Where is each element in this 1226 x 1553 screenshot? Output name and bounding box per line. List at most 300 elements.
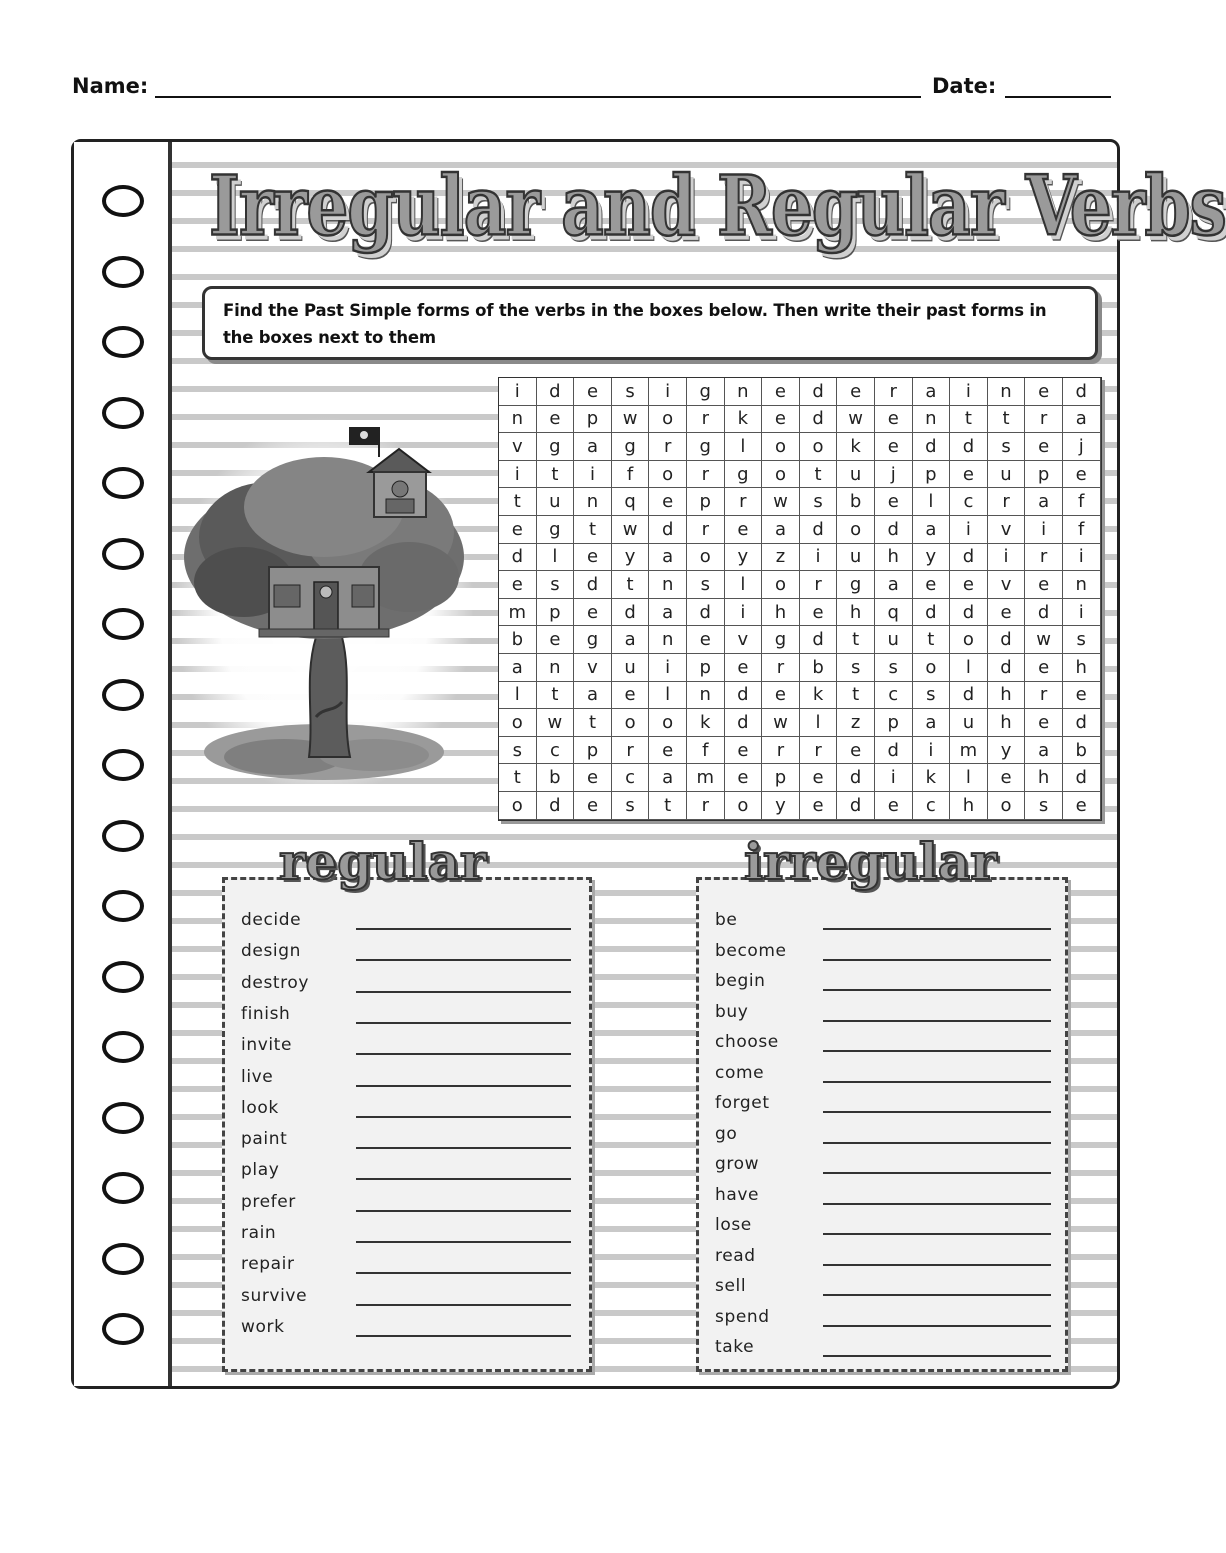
grid-cell[interactable]: b bbox=[1063, 737, 1101, 765]
grid-cell[interactable]: e bbox=[762, 682, 800, 710]
grid-cell[interactable]: b bbox=[537, 764, 575, 792]
grid-cell[interactable]: u bbox=[612, 654, 650, 682]
irregular-verb: spend bbox=[715, 1306, 770, 1327]
treehouse-illustration bbox=[174, 417, 474, 797]
grid-cell[interactable]: y bbox=[612, 544, 650, 572]
grid-cell[interactable]: d bbox=[800, 516, 838, 544]
grid-cell[interactable]: p bbox=[574, 737, 612, 765]
grid-cell[interactable]: r bbox=[762, 654, 800, 682]
grid-cell[interactable]: t bbox=[499, 764, 537, 792]
grid-cell[interactable]: a bbox=[574, 433, 612, 461]
grid-cell[interactable]: v bbox=[499, 433, 537, 461]
grid-cell[interactable]: e bbox=[1025, 433, 1063, 461]
grid-cell[interactable]: t bbox=[612, 571, 650, 599]
grid-cell[interactable]: p bbox=[875, 709, 913, 737]
grid-cell[interactable]: e bbox=[875, 488, 913, 516]
grid-cell[interactable]: a bbox=[612, 626, 650, 654]
grid-cell[interactable]: e bbox=[612, 682, 650, 710]
grid-cell[interactable]: e bbox=[875, 433, 913, 461]
grid-cell[interactable]: d bbox=[687, 599, 725, 627]
grid-cell[interactable]: r bbox=[988, 488, 1026, 516]
grid-cell[interactable]: r bbox=[649, 433, 687, 461]
grid-cell[interactable]: e bbox=[499, 571, 537, 599]
grid-cell[interactable]: r bbox=[725, 488, 763, 516]
grid-cell[interactable]: l bbox=[499, 682, 537, 710]
grid-cell[interactable]: t bbox=[837, 626, 875, 654]
grid-cell[interactable]: s bbox=[612, 792, 650, 820]
grid-cell[interactable]: t bbox=[537, 682, 575, 710]
grid-cell[interactable]: a bbox=[762, 516, 800, 544]
grid-cell[interactable]: c bbox=[612, 764, 650, 792]
grid-cell[interactable]: i bbox=[499, 461, 537, 489]
grid-cell[interactable]: o bbox=[913, 654, 951, 682]
grid-cell[interactable]: f bbox=[687, 737, 725, 765]
grid-cell[interactable]: n bbox=[574, 488, 612, 516]
grid-cell[interactable]: d bbox=[612, 599, 650, 627]
grid-cell[interactable]: n bbox=[913, 406, 951, 434]
grid-cell[interactable]: c bbox=[875, 682, 913, 710]
binding-ring bbox=[102, 608, 144, 640]
binding-ring bbox=[102, 749, 144, 781]
grid-cell[interactable]: w bbox=[537, 709, 575, 737]
grid-cell[interactable]: h bbox=[988, 709, 1026, 737]
grid-cell[interactable]: r bbox=[800, 571, 838, 599]
grid-cell[interactable]: e bbox=[800, 792, 838, 820]
grid-cell[interactable]: d bbox=[875, 516, 913, 544]
answer-line[interactable] bbox=[823, 1294, 1051, 1296]
grid-cell[interactable]: p bbox=[574, 406, 612, 434]
grid-cell[interactable]: e bbox=[1025, 571, 1063, 599]
grid-cell[interactable]: u bbox=[950, 709, 988, 737]
grid-cell[interactable]: t bbox=[574, 709, 612, 737]
grid-cell[interactable]: u bbox=[875, 626, 913, 654]
grid-cell[interactable]: e bbox=[687, 626, 725, 654]
grid-cell[interactable]: d bbox=[800, 406, 838, 434]
grid-cell[interactable]: e bbox=[725, 764, 763, 792]
grid-cell[interactable]: h bbox=[1063, 654, 1101, 682]
grid-cell[interactable]: t bbox=[800, 461, 838, 489]
grid-cell[interactable]: v bbox=[725, 626, 763, 654]
grid-cell[interactable]: s bbox=[1063, 626, 1101, 654]
grid-cell[interactable]: t bbox=[913, 626, 951, 654]
irregular-verb: buy bbox=[715, 1001, 749, 1022]
grid-cell[interactable]: m bbox=[950, 737, 988, 765]
grid-cell[interactable]: o bbox=[687, 544, 725, 572]
irregular-verb: grow bbox=[715, 1154, 760, 1174]
answer-line[interactable] bbox=[823, 959, 1051, 961]
grid-cell[interactable]: i bbox=[950, 516, 988, 544]
grid-cell[interactable]: b bbox=[800, 654, 838, 682]
grid-cell[interactable]: v bbox=[988, 516, 1026, 544]
grid-cell[interactable]: d bbox=[725, 709, 763, 737]
grid-cell[interactable]: e bbox=[800, 764, 838, 792]
grid-cell[interactable]: n bbox=[988, 378, 1026, 406]
grid-cell[interactable]: y bbox=[725, 544, 763, 572]
grid-cell[interactable]: t bbox=[537, 461, 575, 489]
grid-cell[interactable]: e bbox=[800, 599, 838, 627]
grid-cell[interactable]: g bbox=[612, 433, 650, 461]
grid-cell[interactable]: l bbox=[537, 544, 575, 572]
grid-cell[interactable]: l bbox=[800, 709, 838, 737]
grid-cell[interactable]: d bbox=[499, 544, 537, 572]
grid-cell[interactable]: n bbox=[499, 406, 537, 434]
answer-line[interactable] bbox=[823, 928, 1051, 930]
irregular-verb-row bbox=[715, 1063, 1051, 1093]
grid-cell[interactable]: h bbox=[762, 599, 800, 627]
grid-cell[interactable]: t bbox=[649, 792, 687, 820]
grid-cell[interactable]: d bbox=[950, 599, 988, 627]
grid-cell[interactable]: z bbox=[837, 709, 875, 737]
grid-cell[interactable]: h bbox=[875, 544, 913, 572]
grid-cell[interactable]: a bbox=[913, 516, 951, 544]
date-field[interactable] bbox=[1005, 96, 1111, 98]
answer-line[interactable] bbox=[823, 1142, 1051, 1144]
grid-cell[interactable]: s bbox=[537, 571, 575, 599]
grid-cell[interactable]: a bbox=[875, 571, 913, 599]
grid-cell[interactable]: s bbox=[499, 737, 537, 765]
grid-cell[interactable]: s bbox=[875, 654, 913, 682]
grid-cell[interactable]: j bbox=[1063, 433, 1101, 461]
answer-line[interactable] bbox=[356, 1053, 571, 1055]
grid-cell[interactable]: d bbox=[537, 378, 575, 406]
answer-line[interactable] bbox=[356, 1147, 571, 1149]
grid-cell[interactable]: b bbox=[499, 626, 537, 654]
grid-cell[interactable]: a bbox=[649, 544, 687, 572]
grid-cell[interactable]: e bbox=[875, 406, 913, 434]
grid-cell[interactable]: e bbox=[1025, 709, 1063, 737]
grid-cell[interactable]: i bbox=[499, 378, 537, 406]
grid-cell[interactable]: s bbox=[913, 682, 951, 710]
binding-ring bbox=[102, 961, 144, 993]
grid-cell[interactable]: e bbox=[1025, 378, 1063, 406]
grid-cell[interactable]: o bbox=[800, 433, 838, 461]
grid-cell[interactable]: e bbox=[1025, 654, 1063, 682]
grid-cell[interactable]: e bbox=[762, 378, 800, 406]
grid-cell[interactable]: d bbox=[950, 682, 988, 710]
grid-cell[interactable]: c bbox=[537, 737, 575, 765]
grid-cell[interactable]: w bbox=[762, 488, 800, 516]
grid-cell[interactable]: e bbox=[574, 544, 612, 572]
answer-line[interactable] bbox=[823, 1111, 1051, 1113]
answer-line[interactable] bbox=[356, 1178, 571, 1180]
grid-cell[interactable]: e bbox=[537, 406, 575, 434]
grid-cell[interactable]: d bbox=[574, 571, 612, 599]
grid-cell[interactable]: g bbox=[537, 433, 575, 461]
grid-cell[interactable]: a bbox=[649, 764, 687, 792]
grid-cell[interactable]: r bbox=[1025, 682, 1063, 710]
grid-cell[interactable]: u bbox=[537, 488, 575, 516]
grid-cell[interactable]: r bbox=[762, 737, 800, 765]
grid-cell[interactable]: m bbox=[499, 599, 537, 627]
grid-cell[interactable]: o bbox=[762, 461, 800, 489]
answer-line[interactable] bbox=[356, 1304, 571, 1306]
grid-cell[interactable]: e bbox=[725, 737, 763, 765]
grid-cell[interactable]: d bbox=[875, 737, 913, 765]
grid-cell[interactable]: g bbox=[687, 433, 725, 461]
grid-cell[interactable]: c bbox=[913, 792, 951, 820]
grid-cell[interactable]: i bbox=[649, 378, 687, 406]
grid-cell[interactable]: n bbox=[1063, 571, 1101, 599]
grid-cell[interactable]: r bbox=[687, 406, 725, 434]
grid-cell[interactable]: s bbox=[837, 654, 875, 682]
grid-cell[interactable]: e bbox=[574, 764, 612, 792]
grid-cell[interactable]: q bbox=[612, 488, 650, 516]
answer-line[interactable] bbox=[823, 1203, 1051, 1205]
grid-cell[interactable]: e bbox=[649, 488, 687, 516]
grid-cell[interactable]: w bbox=[612, 406, 650, 434]
grid-cell[interactable]: e bbox=[649, 737, 687, 765]
grid-cell[interactable]: o bbox=[725, 792, 763, 820]
grid-cell[interactable]: d bbox=[1025, 599, 1063, 627]
grid-cell[interactable]: r bbox=[800, 737, 838, 765]
grid-cell[interactable]: f bbox=[612, 461, 650, 489]
grid-cell[interactable]: d bbox=[725, 682, 763, 710]
grid-cell[interactable]: p bbox=[762, 764, 800, 792]
grid-cell[interactable]: e bbox=[537, 626, 575, 654]
answer-line[interactable] bbox=[356, 959, 571, 961]
grid-cell[interactable]: o bbox=[950, 626, 988, 654]
grid-cell[interactable]: y bbox=[913, 544, 951, 572]
irregular-verb-row bbox=[715, 1215, 1051, 1245]
answer-line[interactable] bbox=[356, 1022, 571, 1024]
grid-cell[interactable]: f bbox=[1063, 488, 1101, 516]
grid-cell[interactable]: g bbox=[725, 461, 763, 489]
grid-cell[interactable]: n bbox=[649, 626, 687, 654]
grid-cell[interactable]: v bbox=[988, 571, 1026, 599]
grid-cell[interactable]: i bbox=[574, 461, 612, 489]
grid-cell[interactable]: e bbox=[950, 461, 988, 489]
grid-cell[interactable]: o bbox=[837, 516, 875, 544]
grid-cell[interactable]: a bbox=[574, 682, 612, 710]
grid-cell[interactable]: u bbox=[837, 544, 875, 572]
grid-cell[interactable]: d bbox=[800, 378, 838, 406]
grid-cell[interactable]: e bbox=[988, 599, 1026, 627]
answer-line[interactable] bbox=[356, 991, 571, 993]
grid-cell[interactable]: t bbox=[499, 488, 537, 516]
grid-cell[interactable]: g bbox=[762, 626, 800, 654]
regular-verb: rain bbox=[241, 1223, 277, 1243]
grid-cell[interactable]: n bbox=[725, 378, 763, 406]
grid-cell[interactable]: e bbox=[913, 571, 951, 599]
grid-cell[interactable]: p bbox=[1025, 461, 1063, 489]
grid-cell[interactable]: d bbox=[649, 516, 687, 544]
grid-cell[interactable]: g bbox=[687, 378, 725, 406]
grid-cell[interactable]: i bbox=[649, 654, 687, 682]
grid-cell[interactable]: t bbox=[988, 406, 1026, 434]
grid-cell[interactable]: e bbox=[1063, 461, 1101, 489]
answer-line[interactable] bbox=[823, 1172, 1051, 1174]
grid-cell[interactable]: p bbox=[687, 654, 725, 682]
binding-ring bbox=[102, 820, 144, 852]
grid-cell[interactable]: r bbox=[875, 378, 913, 406]
grid-cell[interactable]: z bbox=[762, 544, 800, 572]
answer-line[interactable] bbox=[356, 1335, 571, 1337]
grid-cell[interactable]: i bbox=[875, 764, 913, 792]
grid-cell[interactable]: o bbox=[762, 433, 800, 461]
grid-cell[interactable]: d bbox=[988, 626, 1026, 654]
grid-cell[interactable]: n bbox=[537, 654, 575, 682]
grid-cell[interactable]: w bbox=[612, 516, 650, 544]
grid-cell[interactable]: d bbox=[537, 792, 575, 820]
grid-cell[interactable]: o bbox=[499, 792, 537, 820]
grid-cell[interactable]: l bbox=[725, 571, 763, 599]
grid-cell[interactable]: e bbox=[725, 516, 763, 544]
grid-cell[interactable]: e bbox=[499, 516, 537, 544]
grid-cell[interactable]: k bbox=[725, 406, 763, 434]
grid-cell[interactable]: d bbox=[1063, 764, 1101, 792]
grid-cell[interactable]: h bbox=[988, 682, 1026, 710]
grid-cell[interactable]: r bbox=[1025, 544, 1063, 572]
grid-cell[interactable]: t bbox=[950, 406, 988, 434]
grid-cell[interactable]: r bbox=[687, 516, 725, 544]
answer-line[interactable] bbox=[356, 928, 571, 930]
grid-cell[interactable]: e bbox=[1063, 682, 1101, 710]
grid-cell[interactable]: p bbox=[537, 599, 575, 627]
grid-cell[interactable]: y bbox=[762, 792, 800, 820]
grid-cell[interactable]: o bbox=[499, 709, 537, 737]
answer-line[interactable] bbox=[823, 1264, 1051, 1266]
grid-cell[interactable]: a bbox=[913, 378, 951, 406]
grid-cell[interactable]: e bbox=[762, 406, 800, 434]
grid-cell[interactable]: d bbox=[950, 433, 988, 461]
grid-cell[interactable]: g bbox=[574, 626, 612, 654]
grid-cell[interactable]: w bbox=[1025, 626, 1063, 654]
grid-cell[interactable]: s bbox=[612, 378, 650, 406]
grid-cell[interactable]: e bbox=[950, 571, 988, 599]
grid-cell[interactable]: m bbox=[687, 764, 725, 792]
grid-cell[interactable]: s bbox=[687, 571, 725, 599]
grid-cell[interactable]: q bbox=[875, 599, 913, 627]
grid-cell[interactable]: d bbox=[1063, 709, 1101, 737]
grid-cell[interactable]: i bbox=[913, 737, 951, 765]
grid-cell[interactable]: o bbox=[762, 571, 800, 599]
grid-cell[interactable]: v bbox=[574, 654, 612, 682]
grid-cell[interactable]: u bbox=[988, 461, 1026, 489]
answer-line[interactable] bbox=[823, 1081, 1051, 1083]
grid-cell[interactable]: i bbox=[1025, 516, 1063, 544]
grid-cell[interactable]: w bbox=[837, 406, 875, 434]
grid-cell[interactable]: l bbox=[913, 488, 951, 516]
grid-cell[interactable]: i bbox=[950, 378, 988, 406]
grid-cell[interactable]: i bbox=[988, 544, 1026, 572]
answer-line[interactable] bbox=[823, 1355, 1051, 1357]
grid-cell[interactable]: b bbox=[837, 488, 875, 516]
grid-cell[interactable]: p bbox=[913, 461, 951, 489]
answer-line[interactable] bbox=[823, 1233, 1051, 1235]
grid-cell[interactable]: d bbox=[988, 654, 1026, 682]
grid-cell[interactable]: a bbox=[649, 599, 687, 627]
grid-cell[interactable]: t bbox=[574, 516, 612, 544]
grid-cell[interactable]: r bbox=[1025, 406, 1063, 434]
grid-cell[interactable]: d bbox=[950, 544, 988, 572]
grid-cell[interactable]: i bbox=[1063, 544, 1101, 572]
grid-cell[interactable]: e bbox=[1063, 792, 1101, 820]
grid-cell[interactable]: e bbox=[574, 378, 612, 406]
grid-cell[interactable]: d bbox=[1063, 378, 1101, 406]
grid-cell[interactable]: d bbox=[837, 764, 875, 792]
grid-cell[interactable]: k bbox=[837, 433, 875, 461]
grid-cell[interactable]: s bbox=[1025, 792, 1063, 820]
grid-cell[interactable]: r bbox=[687, 792, 725, 820]
grid-cell[interactable]: j bbox=[875, 461, 913, 489]
grid-cell[interactable]: l bbox=[649, 682, 687, 710]
grid-cell[interactable]: w bbox=[762, 709, 800, 737]
grid-cell[interactable]: u bbox=[837, 461, 875, 489]
grid-cell[interactable]: y bbox=[988, 737, 1026, 765]
answer-line[interactable] bbox=[356, 1272, 571, 1274]
grid-cell[interactable]: h bbox=[1025, 764, 1063, 792]
grid-cell[interactable]: d bbox=[837, 792, 875, 820]
grid-cell[interactable]: p bbox=[687, 488, 725, 516]
grid-cell[interactable]: f bbox=[1063, 516, 1101, 544]
grid-cell[interactable]: k bbox=[800, 682, 838, 710]
grid-cell[interactable]: c bbox=[950, 488, 988, 516]
grid-cell[interactable]: a bbox=[1025, 488, 1063, 516]
grid-cell[interactable]: r bbox=[612, 737, 650, 765]
grid-cell[interactable]: e bbox=[837, 737, 875, 765]
answer-line[interactable] bbox=[823, 989, 1051, 991]
grid-cell[interactable]: e bbox=[725, 654, 763, 682]
grid-cell[interactable]: t bbox=[837, 682, 875, 710]
grid-cell[interactable]: a bbox=[1025, 737, 1063, 765]
grid-cell[interactable]: d bbox=[913, 599, 951, 627]
grid-cell[interactable]: h bbox=[837, 599, 875, 627]
answer-line[interactable] bbox=[823, 1325, 1051, 1327]
grid-cell[interactable]: l bbox=[950, 654, 988, 682]
grid-cell[interactable]: k bbox=[687, 709, 725, 737]
grid-cell[interactable]: g bbox=[837, 571, 875, 599]
grid-cell[interactable]: l bbox=[950, 764, 988, 792]
page-title: Irregular and Regular Verbs bbox=[209, 157, 1226, 255]
answer-line[interactable] bbox=[356, 1085, 571, 1087]
grid-cell[interactable]: g bbox=[537, 516, 575, 544]
answer-line[interactable] bbox=[356, 1210, 571, 1212]
grid-cell[interactable]: n bbox=[649, 571, 687, 599]
grid-cell[interactable]: n bbox=[687, 682, 725, 710]
grid-cell[interactable]: d bbox=[913, 433, 951, 461]
grid-cell[interactable]: e bbox=[988, 764, 1026, 792]
grid-cell[interactable]: s bbox=[800, 488, 838, 516]
grid-cell[interactable]: h bbox=[950, 792, 988, 820]
grid-cell[interactable]: i bbox=[725, 599, 763, 627]
grid-cell[interactable]: i bbox=[1063, 599, 1101, 627]
grid-cell[interactable]: a bbox=[499, 654, 537, 682]
grid-cell[interactable]: o bbox=[988, 792, 1026, 820]
grid-cell[interactable]: o bbox=[649, 709, 687, 737]
grid-cell[interactable]: e bbox=[574, 599, 612, 627]
grid-cell[interactable]: o bbox=[649, 406, 687, 434]
grid-cell[interactable]: o bbox=[649, 461, 687, 489]
answer-line[interactable] bbox=[356, 1116, 571, 1118]
grid-cell[interactable]: e bbox=[837, 378, 875, 406]
grid-cell[interactable]: l bbox=[725, 433, 763, 461]
grid-cell[interactable]: a bbox=[1063, 406, 1101, 434]
answer-line[interactable] bbox=[823, 1050, 1051, 1052]
grid-cell[interactable]: s bbox=[988, 433, 1026, 461]
irregular-title: irregular bbox=[744, 832, 997, 891]
answer-line[interactable] bbox=[356, 1241, 571, 1243]
grid-cell[interactable]: k bbox=[913, 764, 951, 792]
grid-cell[interactable]: a bbox=[913, 709, 951, 737]
grid-cell[interactable]: o bbox=[612, 709, 650, 737]
grid-cell[interactable]: e bbox=[574, 792, 612, 820]
answer-line[interactable] bbox=[823, 1020, 1051, 1022]
name-field[interactable] bbox=[155, 96, 921, 98]
grid-cell[interactable]: r bbox=[687, 461, 725, 489]
grid-cell[interactable]: e bbox=[875, 792, 913, 820]
grid-cell[interactable]: d bbox=[800, 626, 838, 654]
grid-cell[interactable]: i bbox=[800, 544, 838, 572]
